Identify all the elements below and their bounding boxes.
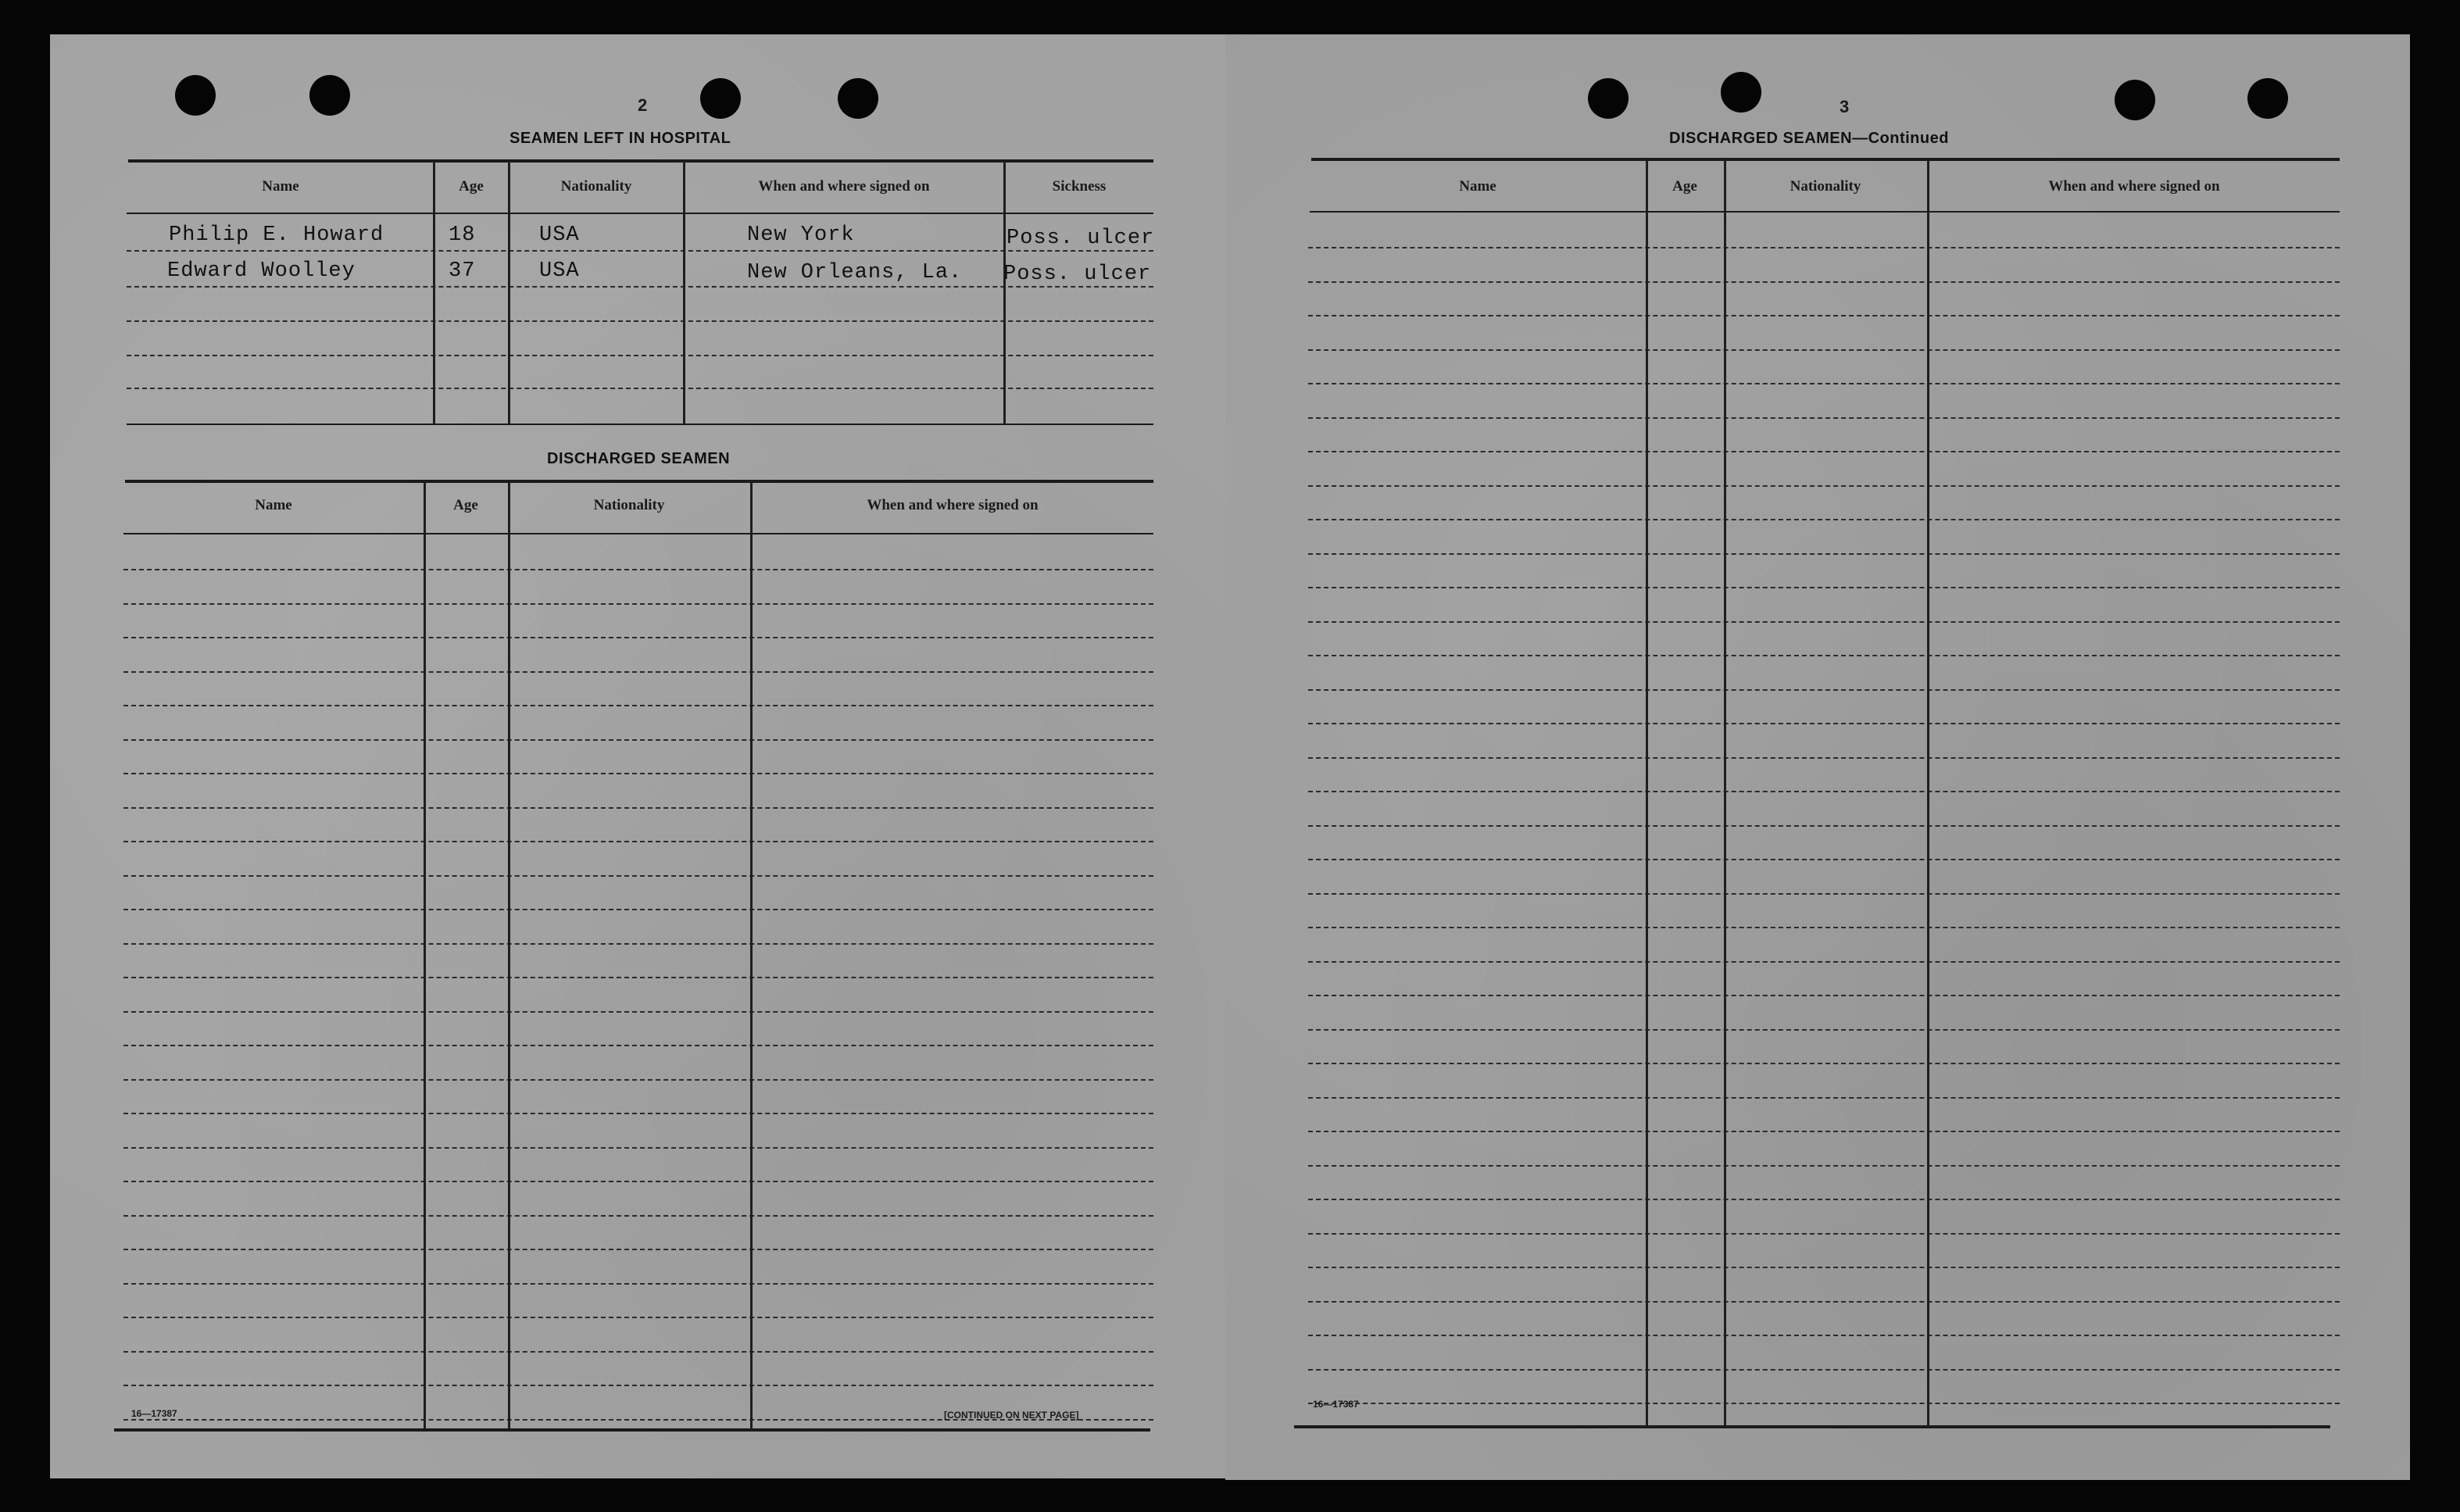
header-name: Name [262, 178, 299, 195]
continued-note: [CONTINUED ON NEXT PAGE] [944, 1410, 1079, 1421]
column-divider [424, 483, 426, 1428]
header-age: Age [1672, 178, 1697, 195]
ruled-line [123, 1011, 1153, 1013]
entry-sickness: Poss. ulcer [1003, 263, 1152, 286]
ruled-line [1308, 315, 2340, 316]
ruled-line [123, 1317, 1153, 1318]
ruled-line [1308, 247, 2340, 248]
entry-age: 18 [449, 223, 476, 247]
rule [1311, 158, 2340, 161]
ruled-line [1308, 1403, 2340, 1404]
ruled-line [123, 671, 1153, 673]
ruled-line [1308, 621, 2340, 623]
form-number: 16—17387 [131, 1408, 177, 1419]
rule [127, 213, 1153, 214]
punch-hole [1588, 78, 1629, 119]
header-age: Age [453, 497, 478, 513]
discharged-continued-title: DISCHARGED SEAMEN—Continued [1669, 130, 1949, 147]
ruled-line [123, 773, 1153, 774]
punch-hole [2247, 78, 2288, 119]
header-age: Age [459, 178, 484, 195]
ruled-line [1308, 1199, 2340, 1200]
column-divider [750, 483, 753, 1428]
header-signed-on: When and where signed on [867, 497, 1039, 513]
rule [127, 424, 1153, 425]
ruled-line [123, 943, 1153, 945]
header-nationality: Nationality [560, 178, 632, 195]
page-number: 2 [638, 95, 648, 115]
ruled-line [123, 569, 1153, 570]
ruled-line [123, 1351, 1153, 1353]
ruled-line [1308, 757, 2340, 759]
ruled-line [123, 1385, 1153, 1386]
ruled-line [1308, 723, 2340, 724]
ruled-line [127, 250, 1153, 252]
rule [128, 159, 1153, 163]
ruled-line [1308, 1165, 2340, 1167]
ruled-line [123, 807, 1153, 809]
rule [123, 533, 1153, 534]
ruled-line [123, 603, 1153, 605]
ruled-line [1308, 1029, 2340, 1031]
ruled-line [1308, 1267, 2340, 1268]
page-3 [1225, 34, 2410, 1480]
rule [125, 480, 1153, 483]
entry-age: 37 [449, 259, 476, 283]
page-2 [50, 34, 1241, 1478]
ruled-line [1308, 451, 2340, 452]
ruled-line [1308, 655, 2340, 656]
ruled-line [1308, 1301, 2340, 1303]
ruled-line [123, 875, 1153, 877]
ruled-line [1308, 1233, 2340, 1235]
rule [1310, 211, 2340, 213]
ruled-line [123, 841, 1153, 842]
form-number: 16—17387 [1313, 1399, 1359, 1410]
header-signed-on: When and where signed on [758, 178, 930, 195]
hospital-section-title: SEAMEN LEFT IN HOSPITAL [510, 130, 731, 147]
ruled-line [123, 1283, 1153, 1285]
punch-hole [700, 78, 741, 119]
punch-hole [2115, 80, 2155, 120]
ruled-line [123, 1249, 1153, 1250]
column-divider [683, 161, 685, 424]
ruled-line [127, 320, 1153, 322]
ruled-line [123, 1181, 1153, 1182]
column-divider [508, 483, 510, 1428]
rule [114, 1428, 1150, 1432]
ruled-line [1308, 927, 2340, 928]
column-divider [1724, 159, 1726, 1425]
ruled-line [1308, 349, 2340, 351]
ruled-line [1308, 1369, 2340, 1371]
ruled-line [1308, 1131, 2340, 1132]
ruled-line [1308, 553, 2340, 555]
ruled-line [1308, 689, 2340, 691]
ruled-line [123, 1147, 1153, 1149]
ruled-line [1308, 417, 2340, 419]
ruled-line [127, 286, 1153, 288]
ruled-line [1308, 825, 2340, 827]
entry-signed-on: New Orleans, La. [747, 261, 963, 284]
header-name: Name [255, 497, 292, 513]
ruled-line [127, 388, 1153, 389]
entry-sickness: Poss. ulcer [1007, 227, 1155, 250]
punch-hole [838, 78, 878, 119]
header-nationality: Nationality [1790, 178, 1861, 195]
entry-nationality: USA [539, 223, 580, 247]
column-divider [508, 161, 510, 424]
punch-hole [1721, 72, 1761, 113]
ruled-line [1308, 961, 2340, 963]
ruled-line [123, 1045, 1153, 1046]
ruled-line [123, 1215, 1153, 1217]
ruled-line [1308, 519, 2340, 520]
header-nationality: Nationality [593, 497, 665, 513]
ruled-line [1308, 893, 2340, 895]
column-divider [433, 161, 435, 424]
ruled-line [1308, 791, 2340, 792]
ruled-line [123, 1113, 1153, 1114]
entry-name: Edward Woolley [167, 259, 356, 283]
ruled-line [1308, 995, 2340, 996]
discharged-section-title: DISCHARGED SEAMEN [547, 450, 731, 467]
ruled-line [123, 909, 1153, 910]
header-sickness: Sickness [1052, 178, 1107, 195]
ruled-line [123, 1079, 1153, 1081]
header-name: Name [1459, 178, 1496, 195]
header-signed-on: When and where signed on [2048, 178, 2220, 195]
ruled-line [1308, 485, 2340, 487]
ruled-line [1308, 1335, 2340, 1336]
entry-name: Philip E. Howard [169, 223, 384, 247]
column-divider [1003, 161, 1006, 424]
column-divider [1927, 159, 1929, 1425]
ruled-line [1308, 859, 2340, 860]
column-divider [1646, 159, 1648, 1425]
punch-hole [175, 75, 216, 116]
ruled-line [1308, 281, 2340, 283]
ruled-line [1308, 1097, 2340, 1099]
rule [1294, 1425, 2330, 1428]
ruled-line [123, 705, 1153, 706]
ruled-line [1308, 587, 2340, 588]
ruled-line [123, 637, 1153, 638]
ruled-line [123, 739, 1153, 741]
entry-signed-on: New York [747, 223, 855, 247]
ruled-line [123, 977, 1153, 978]
ruled-line [1308, 383, 2340, 384]
punch-hole [309, 75, 350, 116]
entry-nationality: USA [539, 259, 580, 283]
ruled-line [1308, 1063, 2340, 1064]
page-number: 3 [1840, 97, 1850, 116]
ruled-line [127, 355, 1153, 356]
